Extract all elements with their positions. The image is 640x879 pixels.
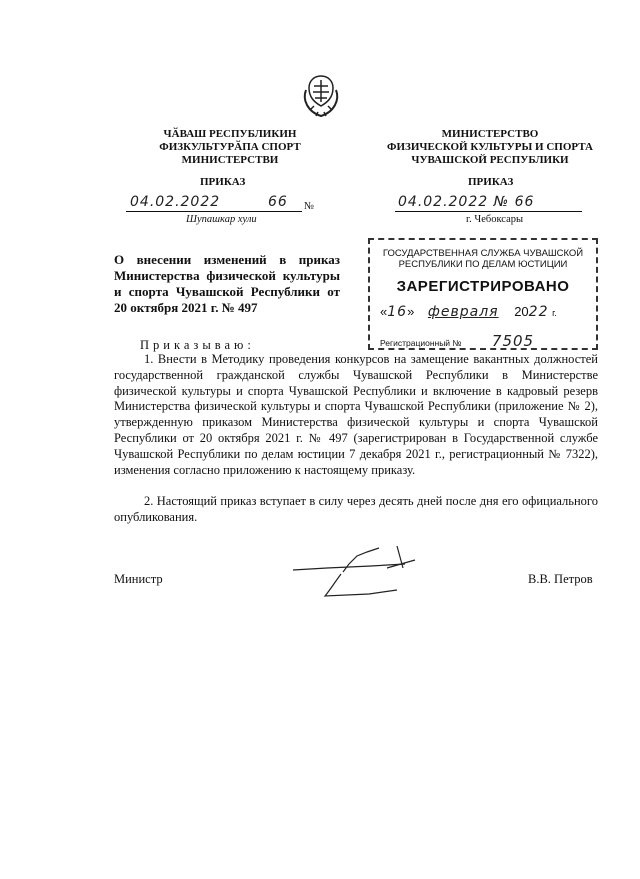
ministry-name-russian xyxy=(385,128,595,167)
body-paragraph-2: 2. Настоящий приказ вступает в силу через десять дней после дня его официального опубликования. xyxy=(114,494,598,524)
document-title: О внесении изменений в приказ Министерства физической культуры и спорта Чувашской Республики от 20 октября 2021 г. № 497 xyxy=(114,252,340,315)
order-date-handwritten: 04.02.2022 xyxy=(130,194,221,210)
signature-image xyxy=(285,540,445,600)
ministry-name-chuvash xyxy=(150,128,310,167)
order-date-number-right: 04.02.2022 № 66 xyxy=(398,194,535,210)
stamp-month: февраля xyxy=(427,304,499,320)
stamp-header xyxy=(370,248,596,270)
registration-stamp xyxy=(368,238,598,350)
header-left-line: ФИЗКУЛЬТУРӐПА СПОРТ xyxy=(159,141,301,153)
stamp-reg-number: 7505 xyxy=(491,332,535,350)
signer-name: В.В. Петров xyxy=(528,572,593,586)
header-left-line: МИНИСТЕРСТВИ xyxy=(181,154,279,166)
header-right-line: ЧУВАШСКОЙ РЕСПУБЛИКИ xyxy=(411,154,569,166)
republic-emblem-icon xyxy=(300,72,342,120)
order-number-handwritten: 66 xyxy=(268,194,288,210)
stamp-date-row: «16» февраля 2022 г. xyxy=(380,304,557,320)
stamp-year-suffix: 22 xyxy=(528,304,549,320)
order-label-right: ПРИКАЗ xyxy=(468,176,514,188)
stamp-day: 16 xyxy=(387,304,408,320)
place-chuvash: Шупашкар хули xyxy=(186,214,257,225)
place-russian: г. Чебоксары xyxy=(466,214,524,225)
signer-position: Министр xyxy=(114,572,163,586)
order-label-left: ПРИКАЗ xyxy=(200,176,246,188)
stamp-line: РЕСПУБЛИКИ ПО ДЕЛАМ ЮСТИЦИИ xyxy=(398,259,568,270)
header-right-line: ФИЗИЧЕСКОЙ КУЛЬТУРЫ И СПОРТА xyxy=(387,141,593,153)
stamp-line: ГОСУДАРСТВЕННАЯ СЛУЖБА ЧУВАШСКОЙ xyxy=(382,248,584,259)
stamp-registered: ЗАРЕГИСТРИРОВАНО xyxy=(396,278,570,295)
body-paragraph-1: 1. Внести в Методику проведения конкурсов на замещение вакантных должностей государственной гражданской службы Чувашской Республики в Министерстве физической культуры и спорта Чувашской Республики и включение в кадровый резерв Министерства физической культуры и спорта Чувашской Республики (приложение № 2), утвержденную приказом Министерства физической культуры и спорта Чувашской Республики от 20 октября 2021 г. № 497 (зарегистрирован в Государственной службе Чувашской Республики по делам юстиции 7 декабря 2021 г., регистрационный № 7322), изменения согласно приложению к настоящему приказу. xyxy=(114,352,598,477)
date-underline-right xyxy=(395,211,582,212)
header-right-line: МИНИСТЕРСТВО xyxy=(441,128,539,140)
date-underline-left xyxy=(126,211,302,212)
stamp-year-prefix: 20 xyxy=(514,304,529,319)
stamp-reg-label: Регистрационный № xyxy=(380,338,462,348)
body-intro: Приказываю: xyxy=(140,338,255,352)
number-sign: № xyxy=(304,201,315,212)
stamp-year-unit: г. xyxy=(552,308,557,318)
header-left-line: ЧӐВАШ РЕСПУБЛИКИН xyxy=(163,128,297,140)
